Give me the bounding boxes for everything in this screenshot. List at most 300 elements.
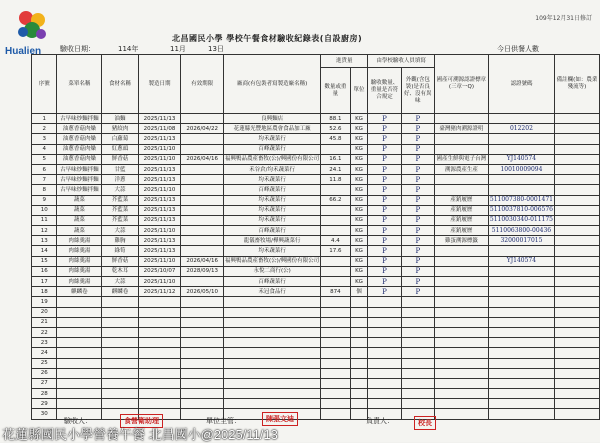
cell-mfg-date: 2025/11/13 — [138, 134, 181, 144]
cell-expiry — [181, 358, 224, 368]
cell-qty — [321, 277, 350, 287]
cell-item: 芥藍菜 — [102, 215, 138, 225]
cell-seq: 12 — [32, 226, 57, 236]
hualien-logo-icon — [12, 6, 52, 50]
cell-vendor: 花蓮縣光豐地區農會食品加工廠 — [224, 124, 321, 134]
cell-cert: 產銷履歷 — [434, 205, 488, 215]
cell-vendor — [224, 378, 321, 388]
cell-unit — [350, 338, 368, 348]
table-row — [32, 195, 600, 205]
cell-qty — [321, 185, 350, 195]
cell-seq: 29 — [32, 399, 57, 409]
table-row — [32, 378, 600, 388]
cell-check-appearance: P — [401, 256, 434, 266]
cell-vendor: 良興麵店 — [224, 114, 321, 124]
table-row — [32, 256, 600, 266]
table-row — [32, 134, 600, 144]
cell-cert-no — [488, 317, 554, 327]
cell-seq: 20 — [32, 307, 57, 317]
cell-remark — [555, 205, 600, 215]
date-label: 驗收日期： — [60, 45, 95, 53]
cell-item — [102, 297, 138, 307]
cell-dish: 古早味炒麵拌麵 — [57, 175, 102, 185]
col-qty-group: 進貨量 — [321, 55, 368, 68]
cell-check-qty: P — [368, 226, 401, 236]
cell-seq: 26 — [32, 368, 57, 378]
cell-qty — [321, 205, 350, 215]
cell-vendor — [224, 297, 321, 307]
principal-label: 負責人： — [366, 417, 394, 425]
cell-item: 鮮香菇 — [102, 256, 138, 266]
cell-cert-no — [488, 266, 554, 276]
cell-dish — [57, 389, 102, 399]
cell-check-appearance: P — [401, 215, 434, 225]
cell-cert-no: YJ140574 — [488, 256, 554, 266]
cell-cert-no — [488, 338, 554, 348]
cell-check-appearance: P — [401, 266, 434, 276]
cell-cert-no — [488, 277, 554, 287]
cell-seq: 30 — [32, 409, 57, 419]
cell-qty — [321, 378, 350, 388]
cell-check-qty: P — [368, 256, 401, 266]
cell-dish: 油蔥香菇肉燥 — [57, 154, 102, 164]
cell-cert — [434, 185, 488, 195]
cell-cert — [434, 297, 488, 307]
cell-remark — [555, 185, 600, 195]
cell-unit: KG — [350, 236, 368, 246]
cell-cert-no: 10010009094 — [488, 164, 554, 174]
cell-qty — [321, 266, 350, 276]
table-row — [32, 287, 600, 297]
cell-qty: 52.6 — [321, 124, 350, 134]
cell-check-qty: P — [368, 114, 401, 124]
cell-cert-no — [488, 297, 554, 307]
table-row — [32, 348, 600, 358]
cell-mfg-date: 2025/11/10 — [138, 154, 181, 164]
unit-head-label: 單位主管： — [206, 417, 241, 425]
cell-dish: 肉絲羹湯 — [57, 236, 102, 246]
cell-vendor — [224, 389, 321, 399]
cell-cert-no: 511007380-0001471 — [488, 195, 554, 205]
cell-unit: KG — [350, 226, 368, 236]
cell-expiry — [181, 338, 224, 348]
cell-cert-no: 32000017015 — [488, 236, 554, 246]
table-row — [32, 327, 600, 337]
cell-expiry — [181, 277, 224, 287]
cell-cert: 產銷履歷 — [434, 215, 488, 225]
cell-qty — [321, 358, 350, 368]
cell-unit: KG — [350, 134, 368, 144]
cell-check-qty — [368, 399, 401, 409]
cell-dish — [57, 348, 102, 358]
cell-qty — [321, 389, 350, 399]
cell-seq: 19 — [32, 297, 57, 307]
cell-mfg-date: 2025/11/10 — [138, 144, 181, 154]
cell-mfg-date: 2025/11/13 — [138, 175, 181, 185]
cell-check-appearance: P — [401, 185, 434, 195]
cell-unit: KG — [350, 144, 368, 154]
cell-vendor — [224, 368, 321, 378]
cell-expiry: 2026/04/22 — [181, 124, 224, 134]
table-row — [32, 389, 600, 399]
cell-expiry — [181, 327, 224, 337]
cell-cert-no — [488, 134, 554, 144]
cell-item — [102, 327, 138, 337]
cell-cert-no — [488, 144, 554, 154]
cell-check-qty: P — [368, 205, 401, 215]
cell-item — [102, 348, 138, 358]
cell-item — [102, 378, 138, 388]
cell-dish: 肉絲羹湯 — [57, 256, 102, 266]
cell-remark — [555, 338, 600, 348]
cell-mfg-date: 2025/11/13 — [138, 164, 181, 174]
cell-vendor — [224, 348, 321, 358]
cell-qty: 45.8 — [321, 134, 350, 144]
cell-check-qty — [368, 297, 401, 307]
cell-vendor: 百峰蔬菜行 — [224, 185, 321, 195]
cell-mfg-date — [138, 358, 181, 368]
cell-check-qty: P — [368, 154, 401, 164]
cell-seq: 22 — [32, 327, 57, 337]
cell-mfg-date — [138, 307, 181, 317]
table-row — [32, 205, 600, 215]
cell-expiry: 2026/04/16 — [181, 154, 224, 164]
cell-remark — [555, 307, 600, 317]
cell-unit — [350, 378, 368, 388]
cell-cert-no — [488, 348, 554, 358]
cell-check-appearance: P — [401, 236, 434, 246]
cell-check-appearance: P — [401, 164, 434, 174]
cell-seq: 24 — [32, 348, 57, 358]
cell-mfg-date — [138, 368, 181, 378]
cell-check-appearance — [401, 389, 434, 399]
cell-check-qty: P — [368, 144, 401, 154]
cell-item — [102, 338, 138, 348]
cell-cert-no — [488, 399, 554, 409]
cell-expiry — [181, 215, 224, 225]
cell-dish: 油蔥香菇肉燥 — [57, 124, 102, 134]
cell-dish — [57, 399, 102, 409]
document-title: 北昌國民小學 學校午餐食材驗收紀錄表(自設廚房) — [172, 34, 363, 43]
cell-qty — [321, 297, 350, 307]
cell-vendor — [224, 399, 321, 409]
cell-mfg-date: 2025/11/13 — [138, 205, 181, 215]
cell-mfg-date: 2025/11/13 — [138, 246, 181, 256]
cell-item: 麒麟卷 — [102, 287, 138, 297]
cell-item: 紅蔥頭 — [102, 144, 138, 154]
cell-qty: 88.1 — [321, 114, 350, 124]
cell-mfg-date — [138, 297, 181, 307]
cell-vendor: 百峰蔬菜行 — [224, 226, 321, 236]
cell-mfg-date: 2025/11/10 — [138, 256, 181, 266]
cell-seq: 6 — [32, 164, 57, 174]
cell-remark — [555, 389, 600, 399]
cell-seq: 7 — [32, 175, 57, 185]
cell-unit: KG — [350, 185, 368, 195]
cell-remark — [555, 246, 600, 256]
cell-vendor — [224, 358, 321, 368]
cell-unit — [350, 358, 368, 368]
cell-seq: 11 — [32, 215, 57, 225]
cell-dish: 蔬菜 — [57, 205, 102, 215]
cell-unit — [350, 307, 368, 317]
cell-mfg-date: 2025/11/10 — [138, 277, 181, 287]
col-cert: 國產可溯源認證標章(三章一Q) — [434, 55, 488, 114]
cell-item — [102, 399, 138, 409]
cell-qty: 874 — [321, 287, 350, 297]
col-expiry: 有效期限 — [181, 55, 224, 114]
cell-unit — [350, 348, 368, 358]
cell-check-qty — [368, 368, 401, 378]
cell-mfg-date — [138, 399, 181, 409]
cell-seq: 17 — [32, 277, 57, 287]
cell-check-appearance: P — [401, 195, 434, 205]
cell-dish — [57, 368, 102, 378]
cell-cert: 產銷履歷 — [434, 195, 488, 205]
cell-qty — [321, 317, 350, 327]
cell-cert — [434, 307, 488, 317]
cell-cert — [434, 368, 488, 378]
col-qty: 數量或重量 — [321, 68, 350, 114]
table-row — [32, 144, 600, 154]
table-row — [32, 409, 600, 419]
cell-remark — [555, 348, 600, 358]
cell-check-qty — [368, 378, 401, 388]
cell-mfg-date — [138, 378, 181, 388]
cell-cert-no — [488, 358, 554, 368]
cell-remark — [555, 164, 600, 174]
cell-expiry — [181, 297, 224, 307]
cell-expiry — [181, 226, 224, 236]
cell-dish: 蔬菜 — [57, 215, 102, 225]
cell-cert-no: YJ140574 — [488, 154, 554, 164]
cell-expiry — [181, 378, 224, 388]
cell-seq: 18 — [32, 287, 57, 297]
cell-cert-no — [488, 185, 554, 195]
cell-qty — [321, 226, 350, 236]
cell-cert — [434, 358, 488, 368]
cell-mfg-date: 2025/11/10 — [138, 185, 181, 195]
cell-cert: 溯源農產生產 — [434, 164, 488, 174]
cell-cert-no — [488, 368, 554, 378]
date-year: 114年 — [118, 45, 139, 53]
cell-mfg-date: 2025/10/07 — [138, 266, 181, 276]
cell-cert — [434, 246, 488, 256]
table-row — [32, 236, 600, 246]
table-row — [32, 266, 600, 276]
cell-vendor: 龍儀畜牧場/樺興蔬菜行 — [224, 236, 321, 246]
cell-check-appearance: P — [401, 144, 434, 154]
cell-vendor: 禾谷倉/均禾蔬菜行 — [224, 164, 321, 174]
cell-check-appearance: P — [401, 134, 434, 144]
cell-cert-no — [488, 175, 554, 185]
cell-check-qty: P — [368, 277, 401, 287]
cell-vendor: 均禾蔬菜行 — [224, 246, 321, 256]
cell-cert: 臺灣豬肉溯源證明 — [434, 124, 488, 134]
cell-unit: KG — [350, 195, 368, 205]
cell-dish — [57, 378, 102, 388]
cell-dish — [57, 317, 102, 327]
table-row — [32, 124, 600, 134]
cell-unit: KG — [350, 266, 368, 276]
cell-mfg-date — [138, 327, 181, 337]
cell-vendor — [224, 338, 321, 348]
cell-cert-no: 5110030340-011175 — [488, 215, 554, 225]
cell-check-qty: P — [368, 246, 401, 256]
cell-dish: 肉絲羹湯 — [57, 277, 102, 287]
cell-remark — [555, 409, 600, 419]
cell-unit — [350, 327, 368, 337]
cell-unit — [350, 399, 368, 409]
cell-dish — [57, 358, 102, 368]
cell-expiry: 2026/05/10 — [181, 287, 224, 297]
col-item: 食材名稱 — [102, 55, 138, 114]
cell-cert-no — [488, 327, 554, 337]
cell-remark — [555, 215, 600, 225]
cell-unit: KG — [350, 256, 368, 266]
cell-expiry — [181, 317, 224, 327]
cell-cert: 雞蛋溯源標籤 — [434, 236, 488, 246]
cell-remark — [555, 277, 600, 287]
cell-check-qty: P — [368, 266, 401, 276]
cell-check-qty — [368, 389, 401, 399]
cell-qty: 16.1 — [321, 154, 350, 164]
cell-check-appearance — [401, 317, 434, 327]
cell-seq: 9 — [32, 195, 57, 205]
cell-unit — [350, 297, 368, 307]
cell-qty — [321, 327, 350, 337]
table-row — [32, 154, 600, 164]
cell-qty — [321, 399, 350, 409]
cell-item: 大蒜 — [102, 185, 138, 195]
cell-item — [102, 368, 138, 378]
cell-unit: 個 — [350, 287, 368, 297]
revision-date: 109年12月31日修訂 — [535, 15, 592, 22]
cell-expiry — [181, 348, 224, 358]
cell-check-appearance — [401, 399, 434, 409]
cell-check-appearance: P — [401, 277, 434, 287]
cell-check-qty — [368, 327, 401, 337]
cell-item: 大蒜 — [102, 226, 138, 236]
cell-cert-no: 012202 — [488, 124, 554, 134]
cell-remark — [555, 236, 600, 246]
cell-vendor — [224, 327, 321, 337]
cell-expiry — [181, 144, 224, 154]
cell-dish — [57, 338, 102, 348]
cell-expiry: 2026/04/16 — [181, 256, 224, 266]
cell-dish: 蔬菜 — [57, 226, 102, 236]
table-row — [32, 317, 600, 327]
cell-unit: KG — [350, 124, 368, 134]
cell-check-qty — [368, 307, 401, 317]
cell-remark — [555, 297, 600, 307]
cell-remark — [555, 144, 600, 154]
cell-cert-no — [488, 287, 554, 297]
cell-remark — [555, 317, 600, 327]
cell-remark — [555, 378, 600, 388]
cell-mfg-date: 2025/11/13 — [138, 236, 181, 246]
cell-check-appearance — [401, 338, 434, 348]
servings-label: 今日供餐人數 — [497, 45, 539, 53]
logo-text: Hualien — [5, 46, 42, 57]
cell-unit: KG — [350, 114, 368, 124]
cell-vendor: 均禾蔬菜行 — [224, 195, 321, 205]
cell-qty — [321, 409, 350, 419]
cell-check-appearance: P — [401, 175, 434, 185]
cell-seq: 28 — [32, 389, 57, 399]
cell-check-appearance — [401, 297, 434, 307]
cell-seq: 1 — [32, 114, 57, 124]
cell-cert-no — [488, 389, 554, 399]
cell-remark — [555, 399, 600, 409]
cell-dish: 油蔥香菇肉燥 — [57, 144, 102, 154]
cell-cert — [434, 389, 488, 399]
cell-unit: KG — [350, 164, 368, 174]
cell-check-appearance: P — [401, 287, 434, 297]
table-row — [32, 307, 600, 317]
table-row — [32, 185, 600, 195]
cell-qty: 4.4 — [321, 236, 350, 246]
cell-check-qty: P — [368, 164, 401, 174]
col-check-appearance: 外觀(含包裝)是否良好、沒有異味 — [401, 68, 434, 114]
cell-unit: KG — [350, 175, 368, 185]
cell-vendor: 均禾蔬菜行 — [224, 175, 321, 185]
col-unit: 單位 — [350, 68, 368, 114]
cell-expiry: 2028/09/13 — [181, 266, 224, 276]
cell-remark — [555, 134, 600, 144]
cell-check-appearance — [401, 327, 434, 337]
cell-mfg-date: 2025/11/08 — [138, 124, 181, 134]
cell-vendor: 福興鴨品農產畜牧(公)/興國份有限公司 — [224, 256, 321, 266]
cell-cert — [434, 134, 488, 144]
cell-cert — [434, 409, 488, 419]
cell-check-qty — [368, 358, 401, 368]
cell-remark — [555, 226, 600, 236]
cell-expiry — [181, 307, 224, 317]
cell-mfg-date: 2025/11/13 — [138, 114, 181, 124]
table-row — [32, 277, 600, 287]
col-mfg-date: 製造日期 — [138, 55, 181, 114]
cell-cert — [434, 114, 488, 124]
cell-qty — [321, 307, 350, 317]
cell-check-qty: P — [368, 134, 401, 144]
inspector-stamp: 食營衛助理 — [120, 414, 163, 428]
cell-remark — [555, 114, 600, 124]
cell-cert-no — [488, 307, 554, 317]
cell-expiry — [181, 205, 224, 215]
cell-check-qty — [368, 348, 401, 358]
cell-item: 鮮香菇 — [102, 154, 138, 164]
cell-dish — [57, 297, 102, 307]
cell-qty — [321, 215, 350, 225]
table-row — [32, 246, 600, 256]
cell-expiry — [181, 246, 224, 256]
inspector-label: 驗收人： — [64, 417, 92, 425]
cell-dish: 肉絲羹湯 — [57, 246, 102, 256]
cell-unit: KG — [350, 205, 368, 215]
table-row — [32, 358, 600, 368]
cell-qty: 17.6 — [321, 246, 350, 256]
cell-vendor: 均禾蔬菜行 — [224, 215, 321, 225]
cell-seq: 25 — [32, 358, 57, 368]
cell-item: 豬絞肉 — [102, 124, 138, 134]
cell-vendor: 禾冠食品行 — [224, 287, 321, 297]
cell-dish: 蔬菜 — [57, 195, 102, 205]
cell-vendor: 福興鴨品農產畜牧(公)/興國份有限公司 — [224, 154, 321, 164]
cell-cert — [434, 338, 488, 348]
col-cert-no: 認證號碼 — [488, 55, 554, 114]
cell-mfg-date: 2025/11/10 — [138, 226, 181, 236]
